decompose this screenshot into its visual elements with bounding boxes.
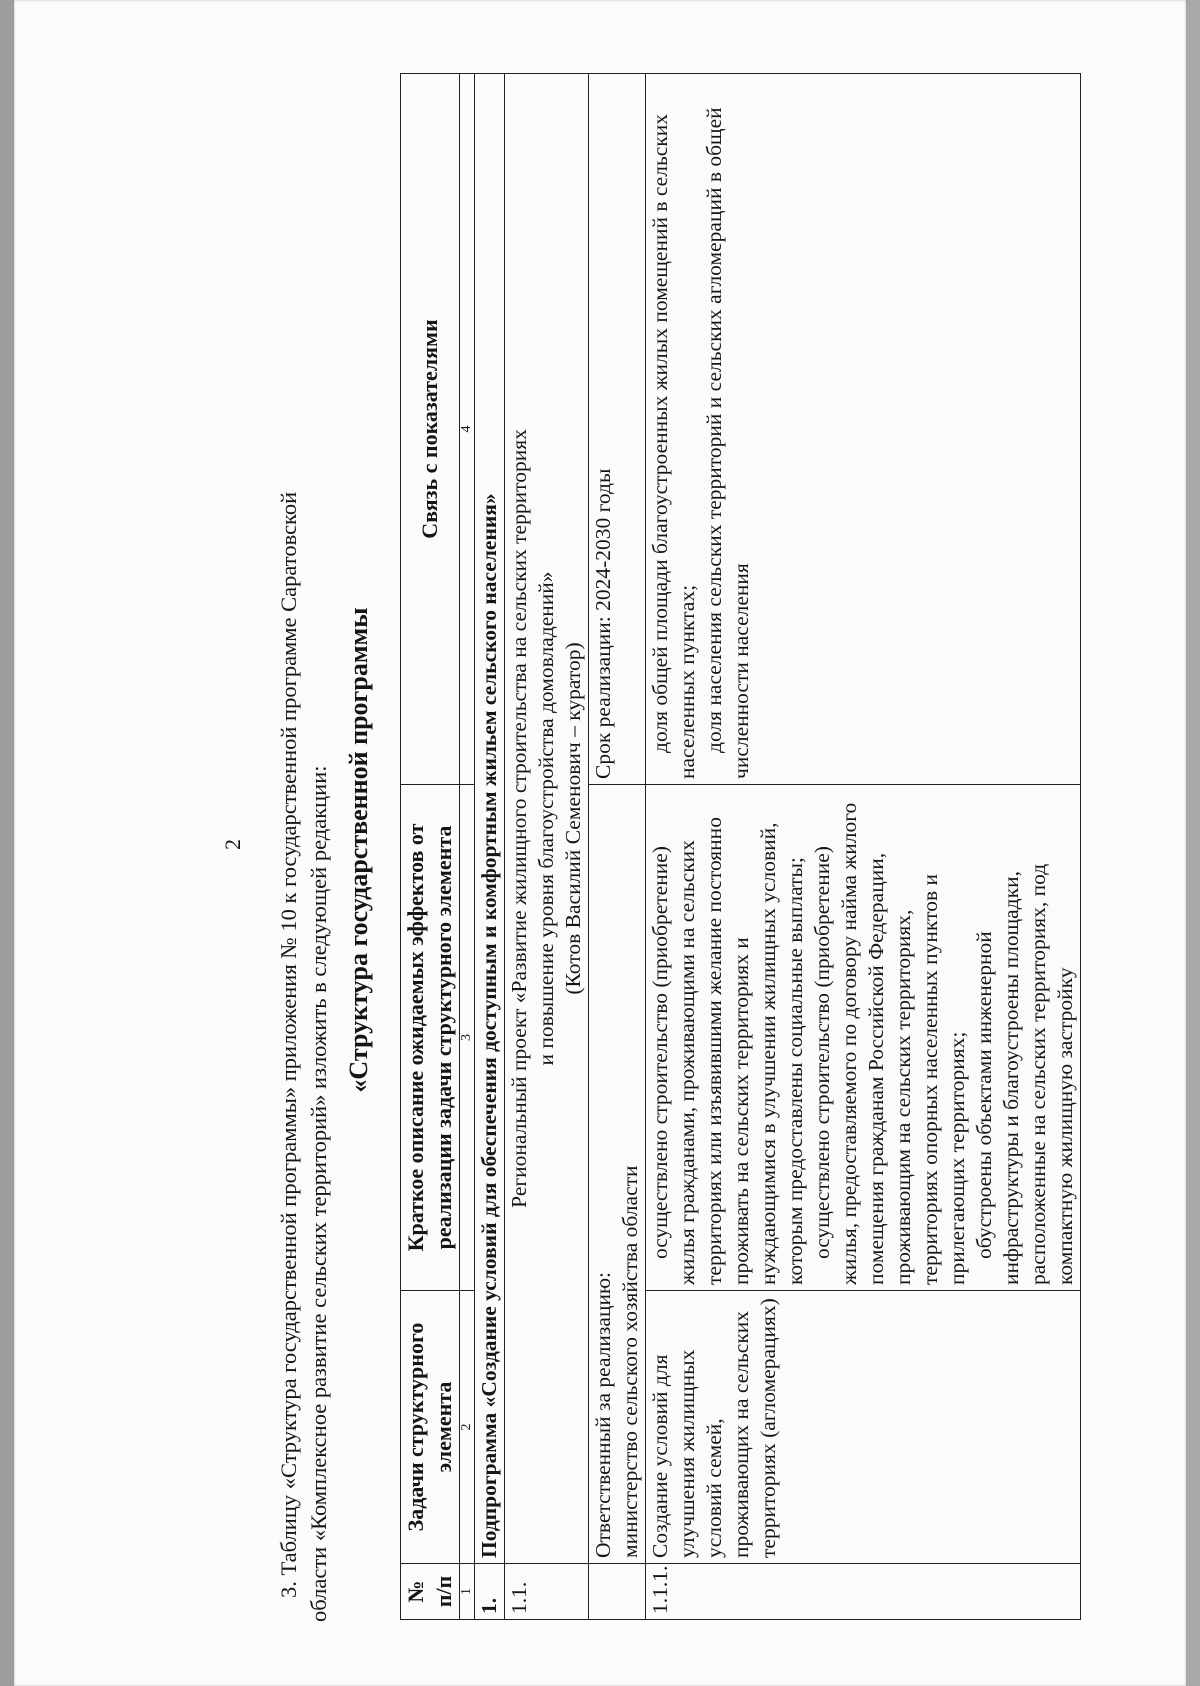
header-tasks: Задачи структурного элемента — [401, 1291, 460, 1564]
scan-edge-right — [1186, 0, 1200, 1686]
effect-item: осуществлено строительство (приобретение) жилья гражданами, проживающими на сельских территориях или изъявившими желание постоянно проживать на сельских территориях и нуждающимися в улучшении жилищных условий, которым предоставлены социальные выплаты; — [648, 817, 807, 1285]
document-page — [14, 0, 1186, 1686]
header-indicators: Связь с показателями — [401, 74, 460, 785]
indicator-item: доля населения сельских территорий и сельских агломераций в общей численности населения — [702, 107, 753, 779]
responsible-empty-cell — [589, 1564, 646, 1620]
effect-item: обустроены объектами инженерной инфраструктуры и благоустроены площадки, расположенные на сельских территориях, под компактную жилищную застройку — [972, 863, 1077, 1285]
responsible-cell — [589, 785, 646, 1564]
intro-line-1: 3. Таблицу «Структура государственной программы» приложения № 10 к государственной программе Саратовской — [276, 491, 301, 1598]
structure-table — [400, 73, 1081, 1620]
term-cell: Срок реализации: 2024-2030 годы — [589, 74, 646, 785]
responsible-value: министерство сельского хозяйства области — [618, 1165, 642, 1558]
project-line-2: и повышение уровня благоустройства домовладений» — [534, 571, 558, 1066]
project-row — [505, 74, 589, 1620]
intro-paragraph — [274, 102, 334, 1622]
project-num: 1.1. — [505, 1564, 589, 1620]
task-row — [646, 74, 1081, 1620]
scan-edge-left — [0, 0, 14, 1686]
task-effects — [646, 785, 1081, 1291]
indicator-item: доля общей площади благоустроенных жилых помещений в сельских населенных пунктах; — [648, 114, 699, 779]
subprogram-title: Подпрограмма «Создание условий для обеспечения доступным и комфортным жильем сельского населения» — [475, 74, 505, 1564]
project-curator: (Котов Василий Семенович – куратор) — [561, 642, 585, 995]
task-name: Создание условий для улучшения жилищных условий семей, проживающих на сельских территориях (агломерациях) — [646, 1291, 1081, 1564]
project-title — [505, 74, 589, 1564]
page-title: «Структура государственной программы — [344, 607, 373, 1093]
subprogram-row — [475, 74, 505, 1620]
task-indicators — [646, 74, 1081, 785]
column-number: 3 — [460, 785, 475, 1291]
rotated-content — [164, 70, 1200, 1630]
header-row — [401, 74, 460, 1620]
intro-line-2: области «Комплексное развитие сельских территорий» изложить в следующей редакции: — [306, 765, 331, 1622]
column-number-row — [460, 74, 475, 1620]
responsible-row — [589, 74, 646, 1620]
project-line-1: Региональный проект «Развитие жилищного строительства на сельских территориях — [507, 429, 531, 1208]
responsible-label: Ответственный за реализацию: — [591, 1271, 615, 1558]
header-num: № п/п — [401, 1564, 460, 1620]
header-effects: Краткое описание ожидаемых эффектов от реализации задачи структурного элемента — [401, 785, 460, 1291]
column-number: 1 — [460, 1564, 475, 1620]
subprogram-num: 1. — [475, 1564, 505, 1620]
column-number: 2 — [460, 1291, 475, 1564]
page-number: 2 — [220, 839, 245, 850]
task-num: 1.1.1. — [646, 1564, 1081, 1620]
effect-item: осуществлено строительство (приобретение) жилья, предоставляемого по договору найма жилого помещения гражданам Российской Федерации, проживающим на сельских территориях, территориях опорных населенных пунктов и прилегающих территориях; — [810, 802, 969, 1285]
column-number: 4 — [460, 74, 475, 785]
